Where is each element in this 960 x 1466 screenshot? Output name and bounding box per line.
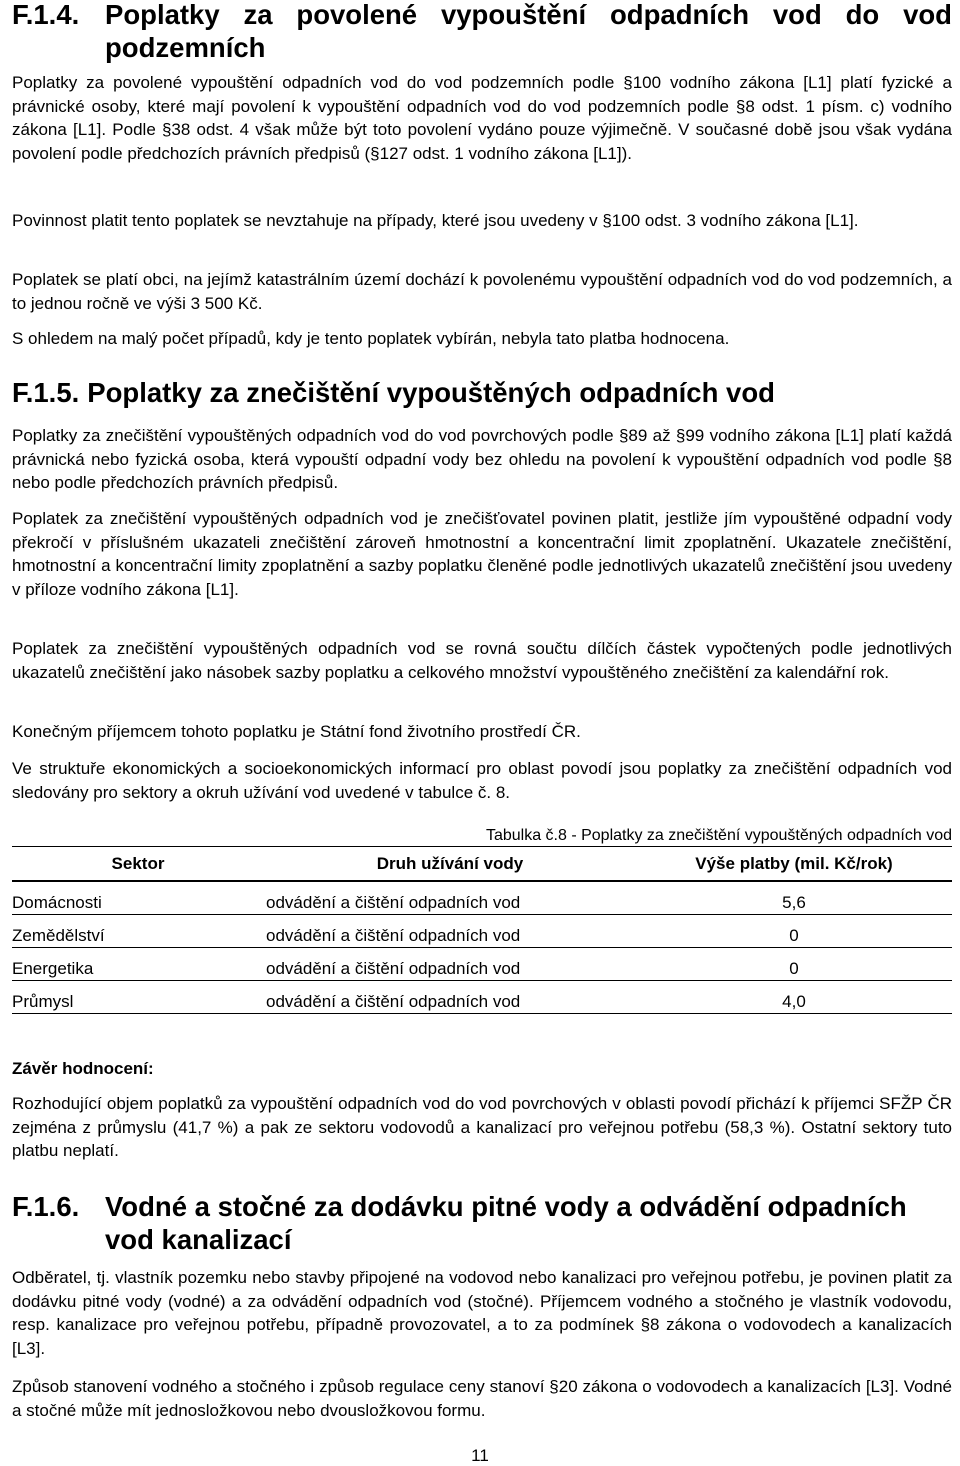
cell-payment: 5,6 [636, 881, 952, 915]
conclusion-heading: Závěr hodnocení: [12, 1059, 154, 1078]
table-caption: Tabulka č.8 - Poplatky za znečištění vypouštěných odpadních vod [485, 827, 952, 844]
table-header-row [12, 847, 952, 882]
paragraph: Poplatek za znečištění vypouštěných odpadních vod je znečišťovatel povinen platit, jestliže jím vypouštěné odpadní vody překročí v příslušném ukazateli znečištění zároveň hmotnostní a koncentrační limit zpoplatnění. Ukazatele znečištění, hmotnostní a koncentrační limity zpoplatnění a sazby poplatku členěné podle jednotlivých ukazatelů znečištění jsou uvedeny v příloze vodního zákona [L1]. [12, 509, 952, 599]
cell-sector: Domácnosti [12, 881, 264, 915]
section-title: Vodné a stočné za dodávku pitné vody a odvádění odpadních vod kanalizací [105, 1191, 907, 1255]
cell-water-use: odvádění a čištění odpadních vod [264, 981, 636, 1014]
section-title: Poplatky za znečištění vypouštěných odpadních vod [87, 377, 775, 408]
column-header-sector: Sektor [111, 853, 165, 873]
cell-water-use: odvádění a čištění odpadních vod [264, 881, 636, 915]
section-number: F.1.5. [12, 377, 80, 408]
paragraph: Poplatek za znečištění vypouštěných odpadních vod se rovná součtu dílčích částek vypočtených podle jednotlivých ukazatelů znečištění jako násobek sazby poplatku a celkového množství vypouštěného znečištění za kalendářní rok. [12, 639, 952, 682]
table-row [12, 981, 952, 1014]
column-header-water-use: Druh užívání vody [376, 853, 524, 873]
cell-sector: Průmysl [12, 981, 264, 1014]
section-number: F.1.6. [12, 1191, 80, 1222]
column-header-payment: Výše platby (mil. Kč/rok) [695, 853, 893, 873]
table-row [12, 948, 952, 981]
cell-payment: 4,0 [636, 981, 952, 1014]
section-number: F.1.4. [12, 0, 80, 30]
section-heading-f16 [12, 1190, 952, 1256]
cell-payment: 0 [636, 948, 952, 981]
table-row [12, 881, 952, 915]
cell-payment: 0 [636, 915, 952, 948]
fees-table [12, 846, 952, 1014]
conclusion-text: Rozhodující objem poplatků za vypouštění odpadních vod do vod povrchových v oblasti povodí přichází k příjemci SFŽP ČR zejména z průmyslu (41,7 %) a pak ze sektoru vodovodů a kanalizací pro veřejnou potřebu (58,3 %). Ostatní sektory tuto platbu neplatí. [12, 1094, 952, 1160]
paragraph: Ve struktuře ekonomických a socioekonomických informací pro oblast povodí jsou poplatky za znečištění odpadních vod sledovány pro sektory a okruh užívání vod uvedené v tabulce č. 8. [12, 759, 952, 802]
paragraph: Poplatek se platí obci, na jejímž katastrálním území dochází k povolenému vypouštění odpadních vod do vod podzemních, a to jednou ročně ve výši 3 500 Kč. [12, 270, 952, 313]
cell-water-use: odvádění a čištění odpadních vod [264, 948, 636, 981]
cell-water-use: odvádění a čištění odpadních vod [264, 915, 636, 948]
section-title: Poplatky za povolené vypouštění odpadních vod do vod podzemních [105, 0, 952, 63]
table-row [12, 915, 952, 948]
paragraph: Poplatky za povolené vypouštění odpadních vod do vod podzemních podle §100 vodního zákona [L1] platí fyzické a právnické osoby, které mají povolení k vypouštění odpadních vod do vod podzemních podle §8 odst. 1 písm. c) vodního zákona [L1]. Podle §38 odst. 4 však může být toto povolení vydáno pouze výjimečně. V současné době jsou však vydána povolení podle předchozích právních předpisů (§127 odst. 1 vodního zákona [L1]). [12, 73, 952, 163]
paragraph: Způsob stanovení vodného a stočného i způsob regulace ceny stanoví §20 zákona o vodovodech a kanalizacích [L3]. Vodné a stočné může mít jednosložkovou nebo dvousložkovou formu. [12, 1377, 952, 1420]
paragraph: S ohledem na malý počet případů, kdy je tento poplatek vybírán, nebyla tato platba hodnocena. [12, 329, 730, 348]
section-heading-f14 [12, 0, 952, 64]
paragraph: Poplatky za znečištění vypouštěných odpadních vod do vod povrchových podle §89 až §99 vodního zákona [L1] platí každá právnická nebo fyzická osoba, která vypouští odpadní vody bez ohledu na povolení k vypouštění odpadních vod podle §8 nebo podle předchozích právních předpisů. [12, 426, 952, 492]
paragraph: Odběratel, tj. vlastník pozemku nebo stavby připojené na vodovod nebo kanalizaci pro veřejnou potřebu, je povinen platit za dodávku pitné vody (vodné) a za odvádění odpadních vod (stočné). Příjemcem vodného a stočného je vlastník vodovodu, resp. kanalizace pro veřejnou potřebu, případně provozovatel, a to za podmínek §8 zákona o vodovodech a kanalizacích [L3]. [12, 1268, 952, 1358]
paragraph: Konečným příjemcem tohoto poplatku je Státní fond životního prostředí ČR. [12, 722, 581, 741]
paragraph: Povinnost platit tento poplatek se nevztahuje na případy, které jsou uvedeny v §100 odst. 3 vodního zákona [L1]. [12, 211, 859, 230]
page-number: 11 [471, 1446, 489, 1465]
section-heading-f15 [12, 376, 952, 409]
cell-sector: Energetika [12, 948, 264, 981]
cell-sector: Zemědělství [12, 915, 264, 948]
